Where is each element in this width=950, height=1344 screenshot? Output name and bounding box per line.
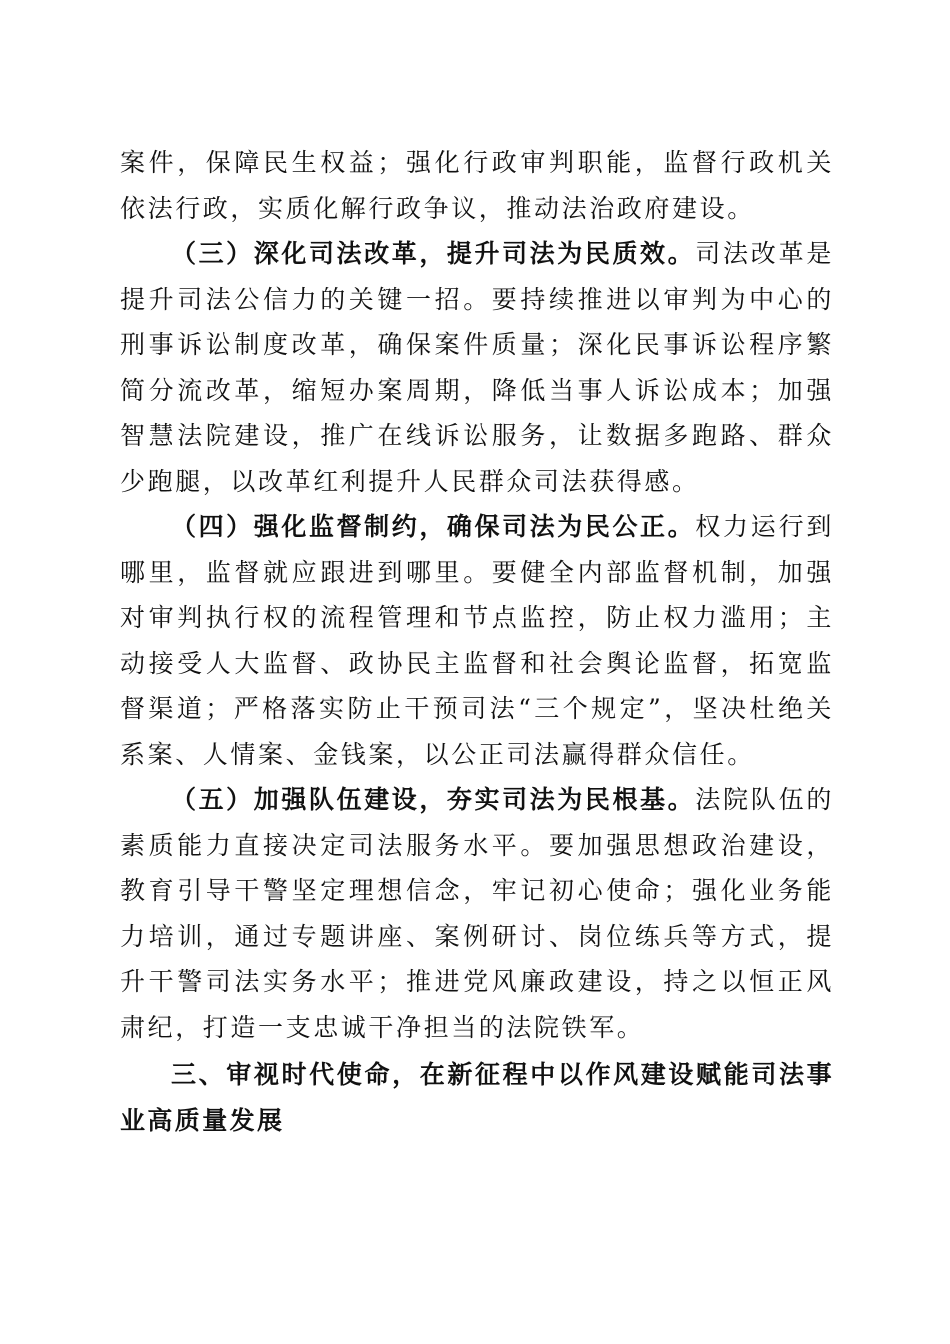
paragraph-lead-heading: （五）加强队伍建设，夯实司法为民根基。 — [171, 785, 696, 814]
paragraph-body-text: 权力运行到哪里，监督就应跟进到哪里。要健全内部监督机制，加强对审判执行权的流程管理和节点监控，防止权力滥用；主动接受人大监督、政协民主监督和社会舆论监督，拓宽监督渠道；严格落实防止干预司法“三个规定”，坚决杜绝关系案、人情案、金钱案，以公正司法赢得群众信任。 — [120, 512, 834, 769]
paragraph-lead-heading: （三）深化司法改革，提升司法为民质效。 — [171, 239, 696, 268]
continuation-paragraph: 案件，保障民生权益；强化行政审判职能，监督行政机关依法行政，实质化解行政争议，推动法治政府建设。 — [120, 148, 834, 223]
paragraph-body-text: 法院队伍的素质能力直接决定司法服务水平。要加强思想政治建设，教育引导干警坚定理想信念，牢记初心使命；强化业务能力培训，通过专题讲座、案例研讨、岗位练兵等方式，提升干警司法实务水平；推进党风廉政建设，持之以恒正风肃纪，打造一支忠诚干净担当的法院铁军。 — [120, 785, 834, 1042]
paragraph-supervision — [120, 504, 834, 777]
section-heading: 三、审视时代使命，在新征程中以作风建设赋能司法事业高质量发展 — [120, 1060, 834, 1135]
paragraph-judicial-reform — [120, 231, 834, 504]
paragraph-team-building — [120, 777, 834, 1050]
document-body — [120, 140, 834, 1143]
paragraph-lead-heading: （四）强化监督制约，确保司法为民公正。 — [171, 512, 696, 541]
paragraph-body-text: 司法改革是提升司法公信力的关键一招。要持续推进以审判为中心的刑事诉讼制度改革，确保案件质量；深化民事诉讼程序繁简分流改革，缩短办案周期，降低当事人诉讼成本；加强智慧法院建设，推广在线诉讼服务，让数据多跑路、群众少跑腿，以改革红利提升人民群众司法获得感。 — [120, 239, 834, 496]
